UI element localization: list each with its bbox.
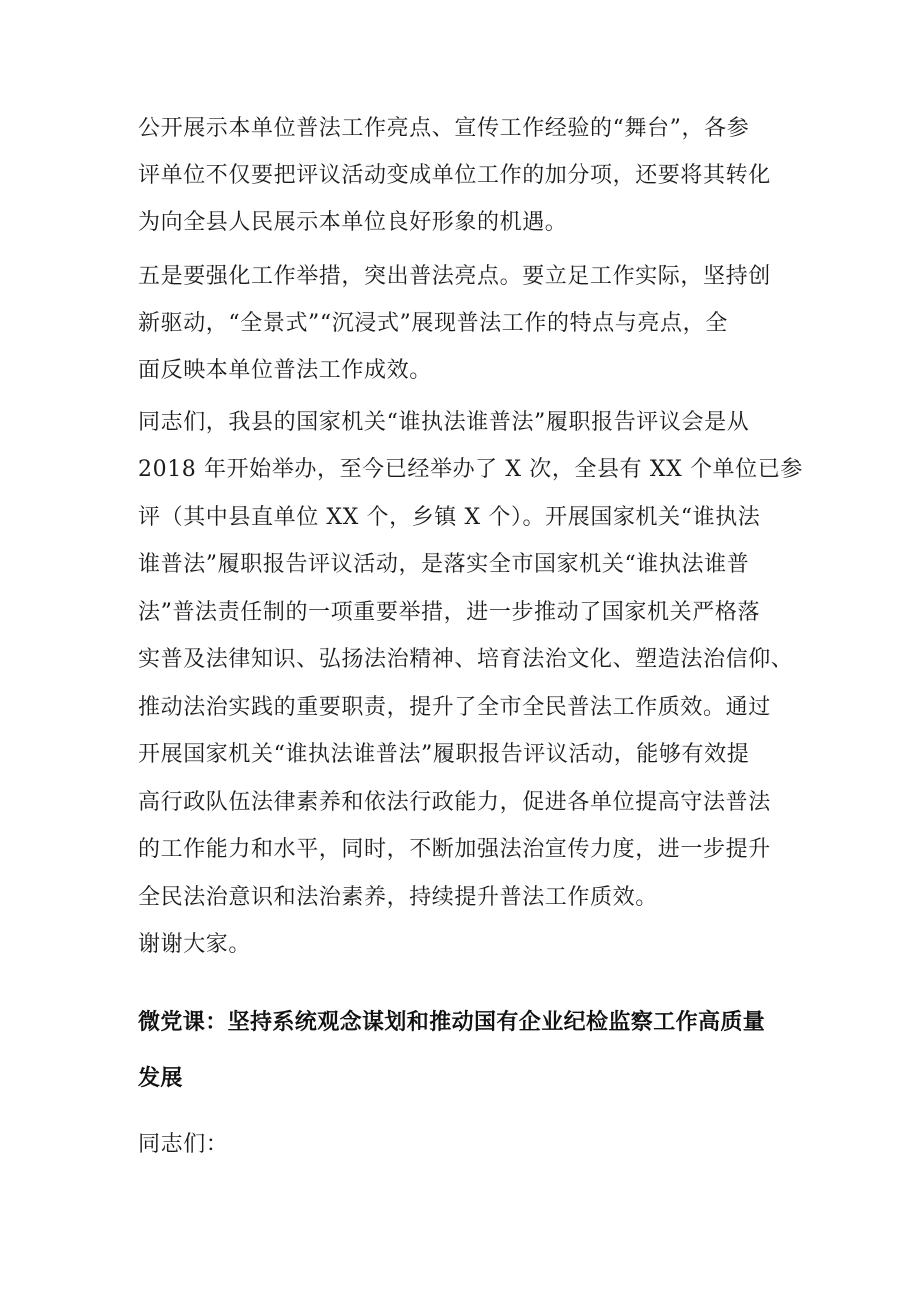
paragraph-line: 五是要强化工作举措，突出普法亮点。要立足工作实际，坚持创 xyxy=(138,264,771,289)
paragraph-line: 法”普法责任制的一项重要举措，进一步推动了国家机关严格落 xyxy=(138,600,761,625)
paragraph-line: 2018 年开始举办，至今已经举办了 X 次，全县有 XX 个单位已参 xyxy=(138,457,803,482)
paragraph-line: 同志们，我县的国家机关“谁执法谁普法”履职报告评议会是从 xyxy=(138,410,750,435)
paragraph-line: 新驱动，“全景式”“沉浸式”展现普法工作的特点与亮点，全 xyxy=(138,311,728,336)
paragraph-line: 公开展示本单位普法工作亮点、宣传工作经验的“舞台”，各参 xyxy=(138,116,750,141)
paragraph-line: 评单位不仅要把评议活动变成单位工作的加分项，还要将其转化 xyxy=(138,163,771,188)
heading-line: 发展 xyxy=(138,1066,183,1091)
paragraph-line: 实普及法律知识、弘扬法治精神、培育法治文化、塑造法治信仰、 xyxy=(138,647,794,672)
paragraph-line: 的工作能力和水平，同时，不断加强法治宣传力度，进一步提升 xyxy=(138,837,771,862)
paragraph-line: 开展国家机关“谁执法谁普法”履职报告评议活动，能够有效提 xyxy=(138,742,750,767)
salutation-line: 同志们： xyxy=(138,1132,229,1157)
paragraph-line: 推动法治实践的重要职责，提升了全市全民普法工作质效。通过 xyxy=(138,695,771,720)
paragraph-line: 高行政队伍法律素养和依法行政能力，促进各单位提高守法普法 xyxy=(138,790,771,815)
heading-line: 微党课：坚持系统观念谋划和推动国有企业纪检监察工作高质量 xyxy=(138,1010,766,1035)
paragraph-line: 谢谢大家。 xyxy=(138,932,252,957)
paragraph-line: 为向全县人民展示本单位良好形象的机遇。 xyxy=(138,210,568,235)
paragraph-line: 面反映本单位普法工作成效。 xyxy=(138,358,432,383)
paragraph-line: 全民法治意识和法治素养，持续提升普法工作质效。 xyxy=(138,885,658,910)
paragraph-line: 评（其中县直单位 XX 个，乡镇 X 个）。开展国家机关“谁执法 xyxy=(138,505,761,530)
paragraph-line: 谁普法”履职报告评议活动，是落实全市国家机关“谁执法谁普 xyxy=(138,552,750,577)
